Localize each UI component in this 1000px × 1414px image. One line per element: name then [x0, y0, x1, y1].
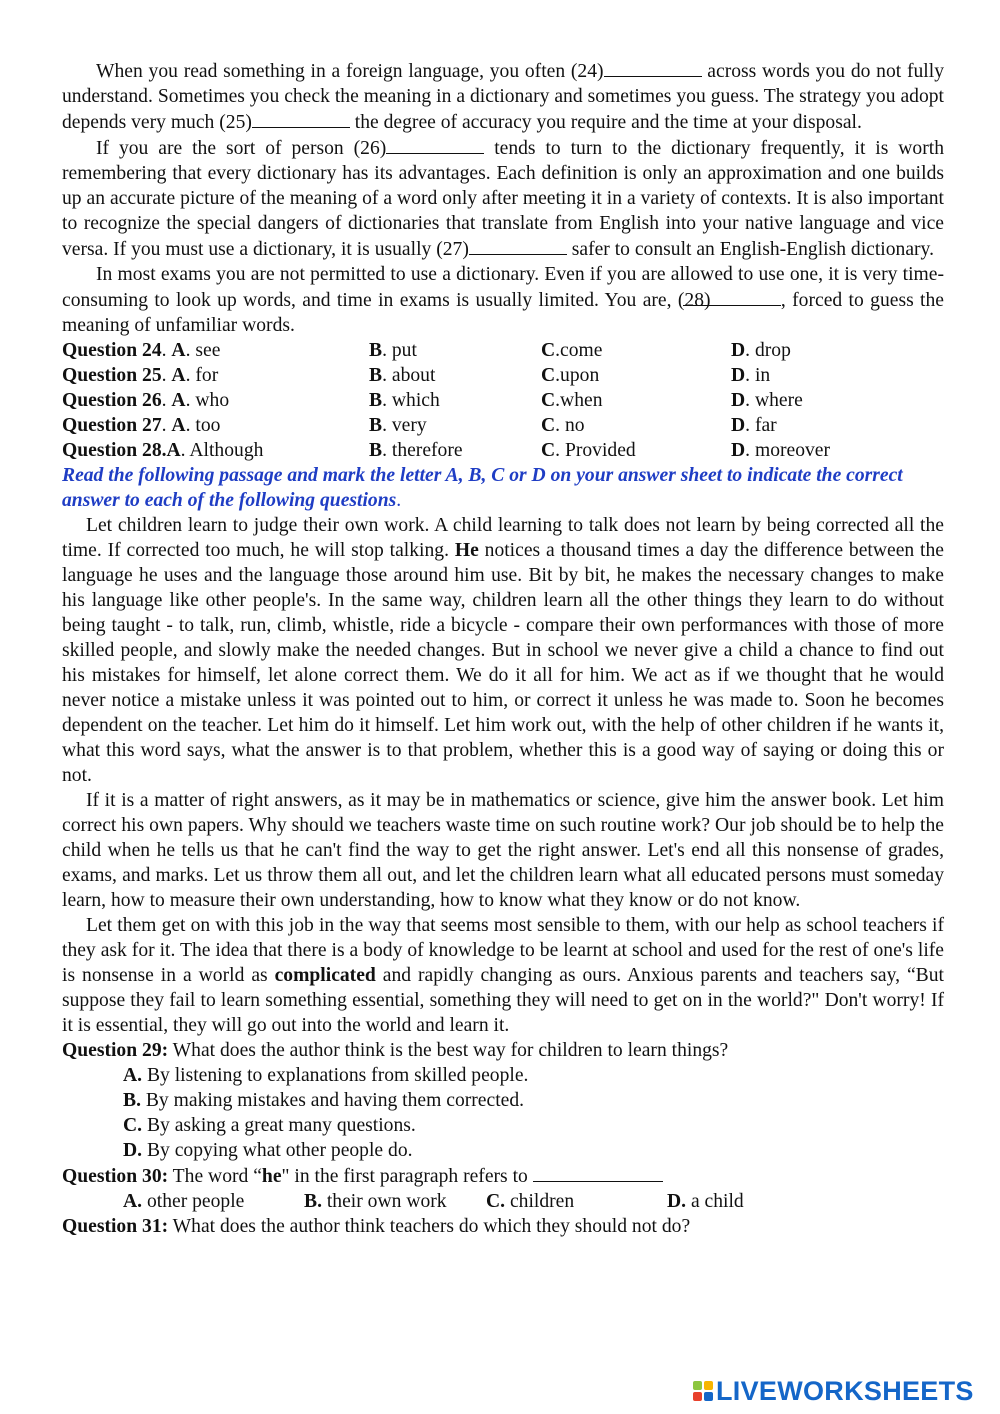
question-label: Question 27 [62, 415, 162, 436]
blank-25[interactable] [252, 109, 350, 128]
question-label: Question 24 [62, 340, 162, 361]
question-label: Question 29: [62, 1040, 169, 1061]
blank-28[interactable] [683, 287, 781, 306]
option-letter[interactable]: D [731, 390, 746, 411]
cloze-paragraph-3 [62, 262, 944, 338]
question-29-option-c[interactable] [62, 1113, 944, 1138]
text: Let children learn to judge their own work. A child learning to talk does not learn by being corrected all the time. If corrected too much, he will stop talking. [62, 515, 944, 561]
question-29-option-b[interactable] [62, 1088, 944, 1113]
question-text: What does the author think teachers do which they should not do? [168, 1216, 691, 1237]
option-b[interactable]: . put [382, 340, 417, 361]
option-letter[interactable]: A [171, 415, 186, 436]
reading-paragraph-2: If it is a matter of right answers, as it may be in mathematics or science, give him the answer book. Let him correct his own papers. Why should we teachers waste time on such routine work? Our job should be to help the child when he tells us that he can't find the way to get the right answer. Let's end all this nonsense of grades, exams, and marks. Let us throw them all out, and let the children learn what all educated persons must someday learn, how to measure their own understanding, how to know what they know or do not know. [62, 790, 944, 911]
option-text[interactable]: other people [142, 1191, 245, 1212]
logo-square-green [693, 1381, 702, 1390]
highlighted-word: he [261, 1166, 282, 1187]
worksheet-page [62, 58, 944, 1239]
text: safer to consult an English-English dictionary. [566, 239, 934, 260]
text: When you read something in a foreign language, you often (24) [96, 61, 604, 82]
option-a[interactable]: . for [185, 365, 219, 386]
instruction-text: Read the following passage and mark the letter A, B, C or D on your answer sheet to indicate the correct answer to each of the following questions [62, 465, 903, 511]
text: . [161, 415, 172, 436]
text: across words you do not fully understand. Sometimes you check the meaning in a dictionary and sometimes you guess. The strategy you adopt depends very much (25) [62, 61, 944, 133]
option-letter[interactable]: A [171, 390, 186, 411]
option-letter[interactable]: A. [123, 1191, 143, 1212]
question-24 [62, 338, 944, 363]
liveworksheets-logo-icon [693, 1381, 713, 1401]
logo-square-red [693, 1392, 702, 1401]
option-a[interactable]: . see [185, 340, 221, 361]
reading-paragraph-1 [62, 513, 944, 788]
question-27 [62, 413, 944, 438]
text: notices a thousand times a day the difference between the language he uses and the language those around him use. Bit by bit, he makes the necessary changes to make his language like other people's. In the same way, children learn all the other things they learn to do without being taught - to talk, run, climb, whistle, ride a bicycle - compare their own performances with those of more skilled people, and slowly make the needed changes. But in school we never give a child a chance to find out his mistakes for himself, let alone correct them. We do it all for him. We act as if we thought that he would never notice a mistake unless it was pointed out to him, or correct it unless he was made to. Soon he becomes dependent on the teacher. Let him do it himself. Let him work out, with the help of other children if he wants it, what this word says, what the answer is to that problem, whether this is a good way of saying or doing this or not. [62, 540, 944, 786]
option-d[interactable]: . drop [745, 340, 791, 361]
option-b[interactable]: . about [382, 365, 436, 386]
question-text: The word “ [168, 1166, 262, 1187]
question-26 [62, 388, 944, 413]
option-b[interactable]: . which [382, 390, 440, 411]
cloze-question-list [62, 338, 944, 463]
blank-30[interactable] [533, 1163, 663, 1182]
option-letter[interactable]: A. [123, 1065, 143, 1086]
logo-text: LIVEWORKSHEETS [716, 1376, 974, 1406]
option-letter[interactable]: B. [304, 1191, 322, 1212]
option-c[interactable]: . Provided [555, 440, 636, 461]
cloze-paragraph-2 [62, 135, 944, 262]
text: tends to turn to the dictionary frequently, it is worth remembering that every dictionary has its advantages. Each definition is only an approximation and one builds up an accurate picture of the meaning of a word only after meeting it in a variety of contexts. It is also important to recognize the special dangers of dictionaries that translate from English into your native language and vice versa. If you must use a dictionary, it is usually (27) [62, 138, 944, 260]
text: . [396, 490, 402, 511]
option-text[interactable]: By making mistakes and having them corrected. [140, 1090, 525, 1111]
option-text[interactable]: their own work [321, 1191, 447, 1212]
question-28 [62, 438, 944, 463]
option-d[interactable]: . moreover [745, 440, 831, 461]
option-letter[interactable]: C [541, 365, 556, 386]
option-c[interactable]: .when [555, 390, 603, 411]
option-c[interactable]: . no [555, 415, 585, 436]
option-text[interactable]: By copying what other people do. [142, 1140, 413, 1161]
option-letter[interactable]: D [731, 440, 746, 461]
question-25 [62, 363, 944, 388]
option-text[interactable]: By listening to explanations from skilled people. [142, 1065, 529, 1086]
option-letter[interactable]: D [731, 365, 746, 386]
text: In most exams you are not permitted to use a dictionary. Even if you are allowed to use one, it is very time-consuming to look up words, and time in exams is usually limited. You are, (28) [62, 264, 944, 311]
text: . [161, 390, 172, 411]
question-label: Question 25 [62, 365, 162, 386]
blank-24[interactable] [604, 58, 702, 77]
logo-square-blue [704, 1392, 713, 1401]
reading-paragraph-3 [62, 913, 944, 1038]
section-instruction [62, 463, 944, 513]
question-label: Question 28. [62, 440, 167, 461]
option-letter[interactable]: D [731, 415, 746, 436]
option-letter[interactable]: B [369, 365, 383, 386]
liveworksheets-logo [693, 1376, 993, 1406]
highlighted-word-he: He [454, 540, 479, 561]
option-text[interactable]: a child [686, 1191, 744, 1212]
option-a[interactable]: . Although [180, 440, 264, 461]
question-30-option-b[interactable] [304, 1189, 447, 1214]
option-a[interactable]: . too [185, 415, 221, 436]
option-letter[interactable]: B [369, 440, 383, 461]
option-letter[interactable]: D. [667, 1191, 687, 1212]
blank-27[interactable] [469, 236, 567, 255]
option-text[interactable]: children [505, 1191, 575, 1212]
cloze-paragraph-1 [62, 58, 944, 135]
text: and rapidly changing as ours. Anxious parents and teachers say, “But suppose they fail to learn something essential, something they will need to get on in the world?" Don't worry! If it is essential, they will go out into the world and learn it. [62, 965, 944, 1036]
option-letter[interactable]: C [541, 340, 556, 361]
question-30-option-a[interactable] [123, 1189, 244, 1214]
option-letter[interactable]: C [541, 415, 556, 436]
text: Let them get on with this job in the way that seems most sensible to them, with our help as school teachers if they ask for it. The idea that there is a body of knowledge to be learnt at school and used for the rest of one's life is nonsense in a world as [62, 915, 944, 986]
option-letter[interactable]: A [171, 365, 186, 386]
option-letter[interactable]: C [541, 390, 556, 411]
option-letter[interactable]: B [369, 390, 383, 411]
text: . [161, 340, 172, 361]
question-label: Question 31: [62, 1216, 169, 1237]
question-label: Question 26 [62, 390, 162, 411]
option-d[interactable]: . far [745, 415, 777, 436]
text: the degree of accuracy you require and the time at your disposal. [349, 112, 862, 133]
option-letter[interactable]: C [541, 440, 556, 461]
highlighted-word-complicated: complicated [274, 965, 376, 986]
option-letter[interactable]: A [171, 340, 186, 361]
option-letter[interactable]: B [369, 340, 383, 361]
option-b[interactable]: . very [382, 415, 427, 436]
question-29 [62, 1038, 944, 1063]
logo-square-yellow [704, 1381, 713, 1390]
option-letter[interactable]: D. [123, 1140, 143, 1161]
option-letter[interactable]: C. [123, 1115, 143, 1136]
text: . [161, 365, 172, 386]
option-a[interactable]: . who [185, 390, 230, 411]
question-30-option-c[interactable] [486, 1189, 574, 1214]
question-30-option-d[interactable] [667, 1189, 744, 1214]
question-29-option-d[interactable] [62, 1138, 944, 1163]
option-d[interactable]: . where [745, 390, 803, 411]
blank-26[interactable] [386, 135, 484, 154]
question-30 [62, 1163, 944, 1189]
option-text[interactable]: By asking a great many questions. [142, 1115, 416, 1136]
option-letter[interactable]: D [731, 340, 746, 361]
question-text: " in the first paragraph refers to [281, 1166, 533, 1187]
question-30-options [62, 1189, 944, 1214]
option-b[interactable]: . therefore [382, 440, 463, 461]
text: If you are the sort of person (26) [96, 138, 387, 159]
option-letter[interactable]: A [166, 440, 181, 461]
question-text: What does the author think is the best way for children to learn things? [168, 1040, 729, 1061]
text: , forced to guess the meaning of unfamiliar words. [62, 290, 944, 336]
question-31 [62, 1214, 944, 1239]
question-29-option-a[interactable] [62, 1063, 944, 1088]
option-letter[interactable]: C. [486, 1191, 506, 1212]
option-letter[interactable]: B [369, 415, 383, 436]
question-label: Question 30: [62, 1166, 169, 1187]
option-c[interactable]: .upon [555, 365, 600, 386]
option-letter[interactable]: B. [123, 1090, 141, 1111]
option-c[interactable]: .come [555, 340, 603, 361]
option-d[interactable]: . in [745, 365, 771, 386]
